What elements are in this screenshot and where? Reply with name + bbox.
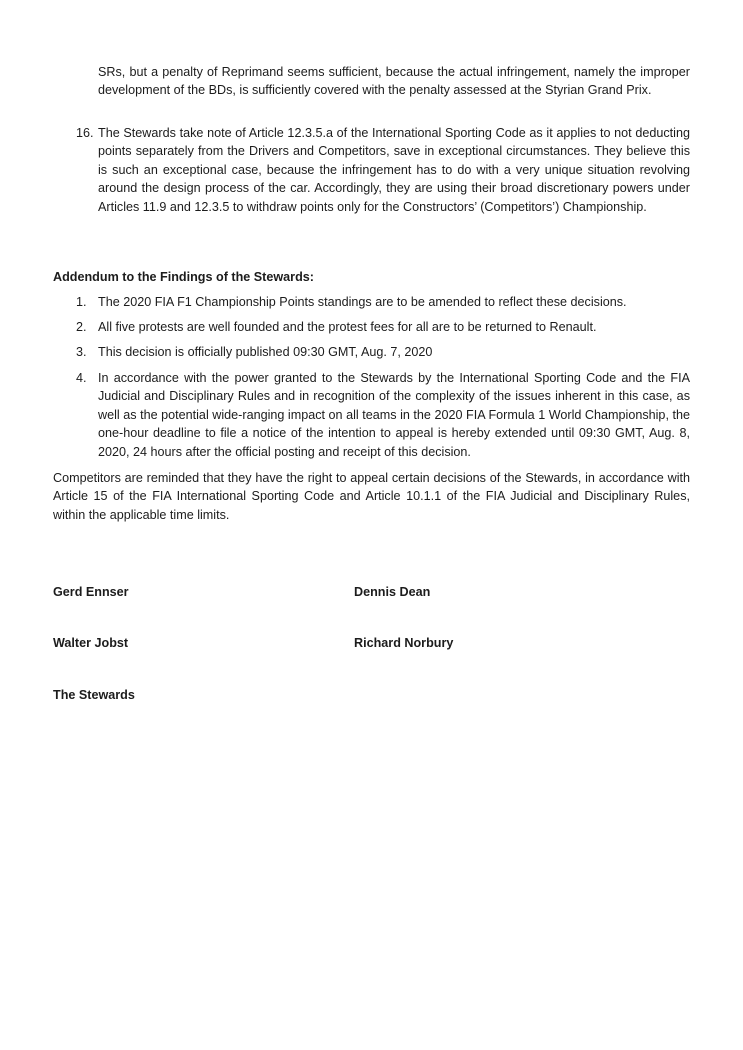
signatory-gerd-ennser: Gerd Ennser bbox=[53, 585, 129, 599]
addendum-item-4-text: In accordance with the power granted to the Stewards by the International Sporting Code and the FIA Judicial and Disciplinary Rules and in recognition of the complexity of the issues inherent in this case, as well as the potential wide-ranging impact on all teams in the 2020 FIA Formula 1 World Championship, the one-hour deadline to file a notice of the intention to appeal is hereby extended until 09:30 GMT, Aug. 8, 2020, 24 hours after the official posting and receipt of this decision. bbox=[98, 371, 690, 459]
addendum-item-3-text: This decision is officially published 09:30 GMT, Aug. 7, 2020 bbox=[98, 345, 433, 359]
signatory-dennis-dean: Dennis Dean bbox=[354, 585, 431, 599]
addendum-heading: Addendum to the Findings of the Stewards: bbox=[53, 270, 314, 284]
item-16-number: 16. bbox=[76, 126, 94, 140]
addendum-item-2-text: All five protests are well founded and the protest fees for all are to be returned to Renault. bbox=[98, 320, 597, 334]
signatory-richard-norbury: Richard Norbury bbox=[354, 636, 454, 650]
addendum-item-2-number: 2. bbox=[76, 320, 87, 334]
addendum-item-1-text: The 2020 FIA F1 Championship Points standings are to be amended to reflect these decisions. bbox=[98, 295, 627, 309]
addendum-item-3-number: 3. bbox=[76, 345, 87, 359]
signature-closing: The Stewards bbox=[53, 688, 135, 702]
item-16-text: The Stewards take note of Article 12.3.5.a of the International Sporting Code as it applies to not deducting points separately from the Drivers and Competitors, save in exceptional circumstances. They believe this is such an exceptional case, because the infringement has to do with a very unique situation revolving around the design process of the car. Accordingly, they are using their broad discretionary powers under Articles 11.9 and 12.3.5 to withdraw points only for the Constructors’ (Competitors’) Championship. bbox=[98, 126, 690, 214]
addendum-item-1-number: 1. bbox=[76, 295, 87, 309]
signatory-walter-jobst: Walter Jobst bbox=[53, 636, 129, 650]
addendum-item-4-number: 4. bbox=[76, 371, 87, 385]
appeal-notice: Competitors are reminded that they have the right to appeal certain decisions of the Stewards, in accordance with Article 15 of the FIA International Sporting Code and Article 10.1.1 of the FIA Judicial and Disciplinary Rules, within the applicable time limits. bbox=[53, 471, 690, 522]
continued-paragraph: SRs, but a penalty of Reprimand seems sufficient, because the actual infringement, namely the improper development of the BDs, is sufficiently covered with the penalty assessed at the Styrian Grand Prix. bbox=[98, 65, 690, 98]
